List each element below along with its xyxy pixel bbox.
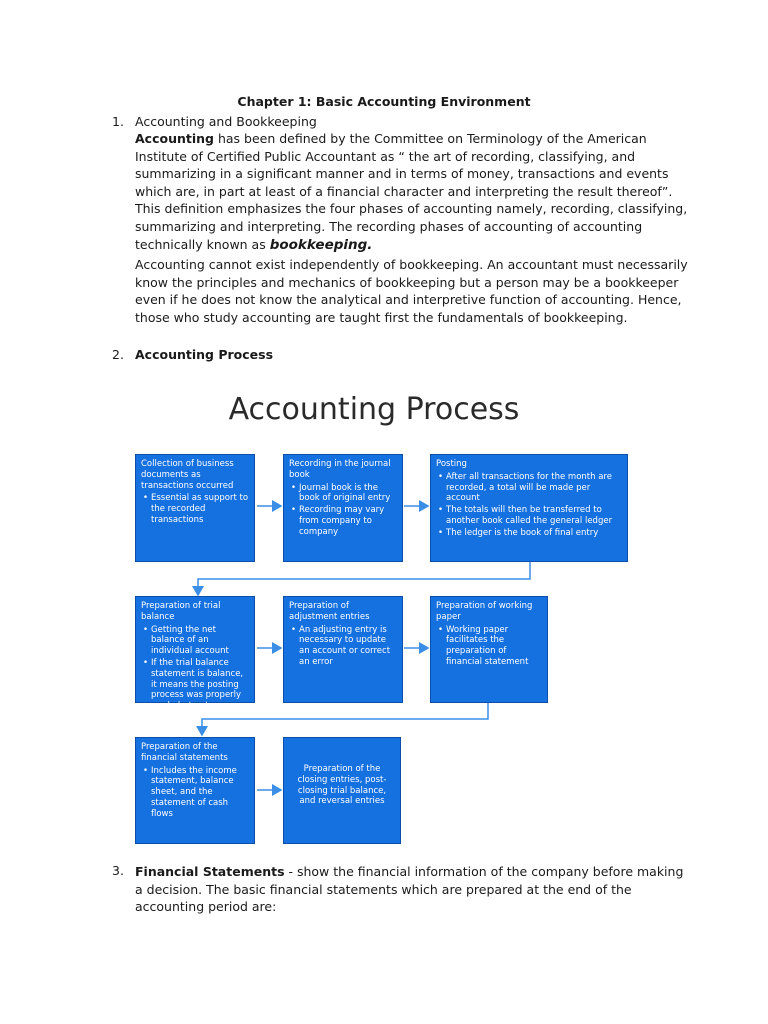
bookkeeping-term: bookkeeping. [269,236,373,253]
bookkeeping-paragraph: Accounting cannot exist independently of bookkeeping. An accountant must necessarily know the principles and mechanics of bookkeeping but a person may be a bookkeeper even if he does not know the analytical and interpretive function of accounting. Hence, those who study accounting are taught first the fundamentals of bookkeeping. [135,257,688,325]
accounting-definition-text: has been defined by the Committee on Terminology of the American Institute of Certified Public Accountant as “ the art of recording, classifying, and summarizing in a significant manner and in terms of money, transactions and events which are, in part at least of a financial character and interpreting the result thereof”. This definition emphasizes the four phases of accounting namely, recording, classifying, summarizing and interpreting. The recording phases of accounting of accounting technically known as [135,131,688,252]
step-posting: Posting • After all transactions for the month are recorded, a total will be made per account • The totals will then be transferred to another book called the general ledger • The ledger is the book of final entry [430,454,628,562]
step-adjustment-entries: Preparation of adjustment entries • An adjusting entry is necessary to update an account or correct an error [283,596,403,703]
step-financial-statements: Preparation of the financial statements • Includes the income statement, balance sheet, and the statement of cash flows [135,737,255,844]
chapter-title: Chapter 1: Basic Accounting Environment [237,94,531,109]
section-1-number: 1. [112,114,124,129]
step-collection-documents: Collection of business documents as transactions occurred • Essential as support to the recorded transactions [135,454,255,562]
step-closing-entries: Preparation of the closing entries, post-closing trial balance, and reversal entries [283,737,401,844]
section-2-heading: Accounting Process [135,347,274,362]
financial-statements-paragraph [135,863,695,916]
financial-statements-term: Financial Statements [135,864,285,879]
section-2-number: 2. [112,347,124,362]
step-working-paper: Preparation of working paper • Working paper facilitates the preparation of financial statement [430,596,548,703]
section-3-number: 3. [112,863,124,878]
step-recording-journal: Recording in the journal book • Journal book is the book of original entry • Recording may vary from company to company [283,454,403,562]
step-trial-balance: Preparation of trial balance • Getting the net balance of an individual account • If the trial balance statement is balance, it means the posting process was properly made but not necessarily [135,596,255,703]
diagram-title: Accounting Process [228,392,520,427]
financial-statements-text: - show the financial information of the company before making a decision. The basic financial statements which are prepared at the end of the accounting period are: [135,864,684,915]
connector-row1-row2 [198,562,530,595]
accounting-term: Accounting [135,131,214,146]
section-1-heading: Accounting and Bookkeeping [135,114,317,129]
